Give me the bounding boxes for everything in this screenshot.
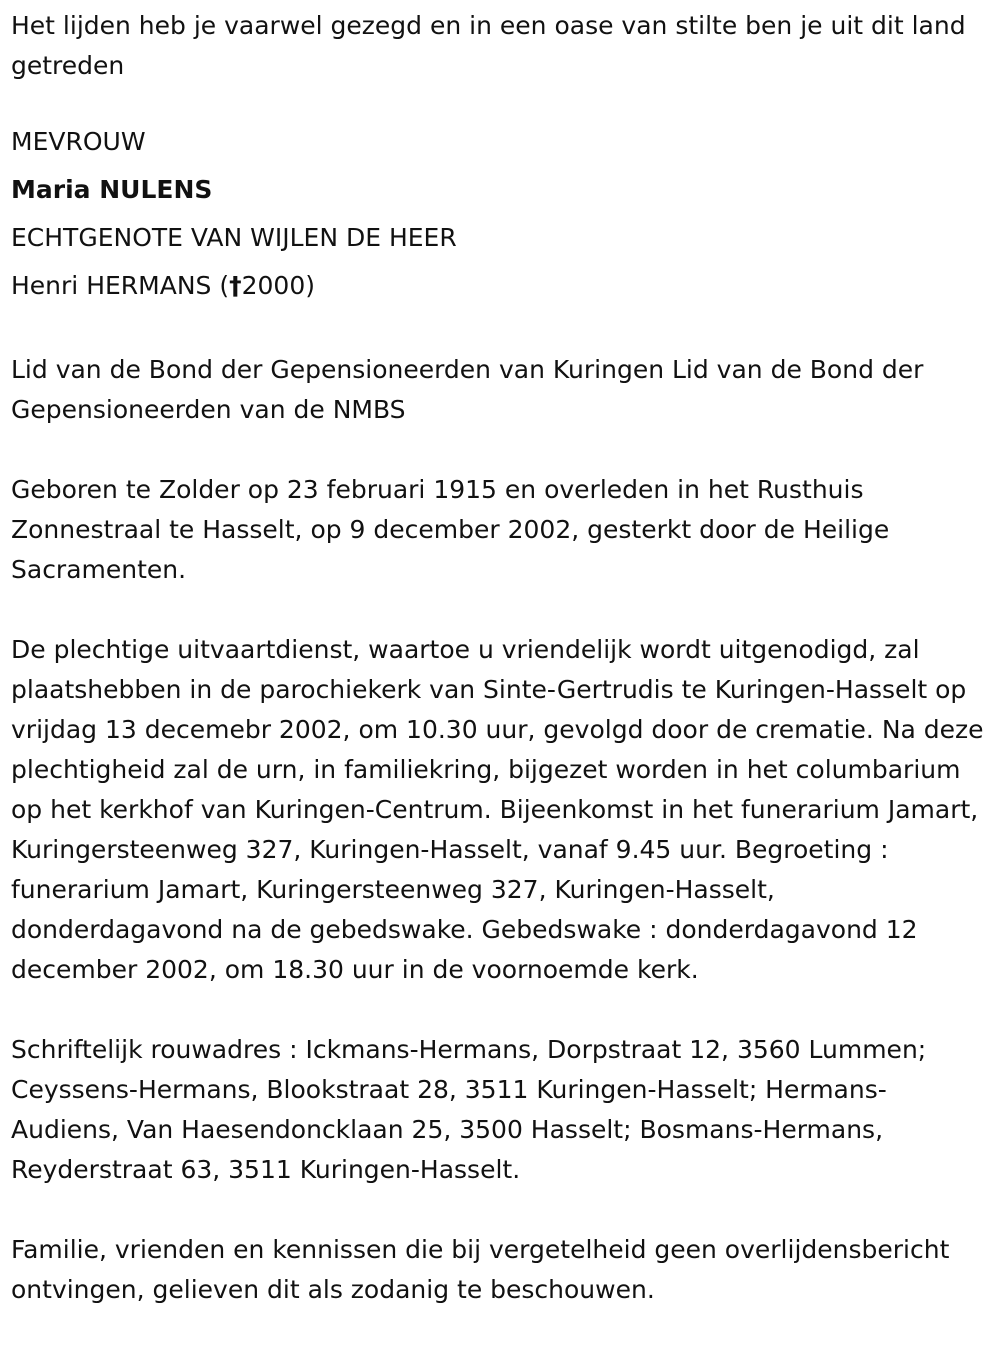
deceased-name: Maria NULENS	[11, 175, 213, 204]
birth-death-text: Geboren te Zolder op 23 februari 1915 en overleden in het Rusthuis Zonnestraal te Hasselt, op 9 december 2002, gesterkt door de Heilige Sacramenten.	[11, 475, 890, 584]
spouse-year: 2000)	[241, 271, 315, 300]
memberships-text: Lid van de Bond der Gepensioneerden van Kuringen Lid van de Bond der Gepensioneerden van de NMBS	[11, 355, 924, 424]
spouse-line	[11, 262, 991, 310]
intro-text: Het lijden heb je vaarwel gezegd en in een oase van stilte ben je uit dit land getreden	[11, 11, 966, 80]
deceased-header	[11, 118, 991, 310]
title-mevrouw: MEVROUW	[11, 127, 146, 156]
spouse-name: Henri HERMANS (	[11, 271, 230, 300]
ceremony-text: De plechtige uitvaartdienst, waartoe u vriendelijk wordt uitgenodigd, zal plaatshebben in de parochiekerk van Sinte-Gertrudis te Kuringen-Hasselt op vrijdag 13 decemebr 2002, om 10.30 uur, gevolgd door de crematie. Na deze plechtigheid zal de urn, in familiekring, bijgezet worden in het columbarium op het kerkhof van Kuringen-Centrum. Bijeenkomst in het funerarium Jamart, Kuringersteenweg 327, Kuringen-Hasselt, vanaf 9.45 uur. Begroeting : funerarium Jamart, Kuringersteenweg 327, Kuringen-Hasselt, donderdagavond na de gebedswake. Gebedswake : donderdagavond 12 december 2002, om 18.30 uur in de voornoemde kerk.	[11, 635, 984, 984]
cross-icon: †	[229, 271, 242, 300]
obituary-document	[11, 6, 991, 1310]
closing-text: Familie, vrienden en kennissen die bij vergetelheid geen overlijdensbericht ontvingen, gelieven dit als zodanig te beschouwen.	[11, 1235, 950, 1304]
relation-text: ECHTGENOTE VAN WIJLEN DE HEER	[11, 223, 457, 252]
mourning-address-text: Schriftelijk rouwadres : Ickmans-Hermans, Dorpstraat 12, 3560 Lummen; Ceyssens-Hermans, Blookstraat 28, 3511 Kuringen-Hasselt; Hermans-Audiens, Van Haesendoncklaan 25, 3500 Hasselt; Bosmans-Hermans, Reyderstraat 63, 3511 Kuringen-Hasselt.	[11, 1035, 927, 1184]
